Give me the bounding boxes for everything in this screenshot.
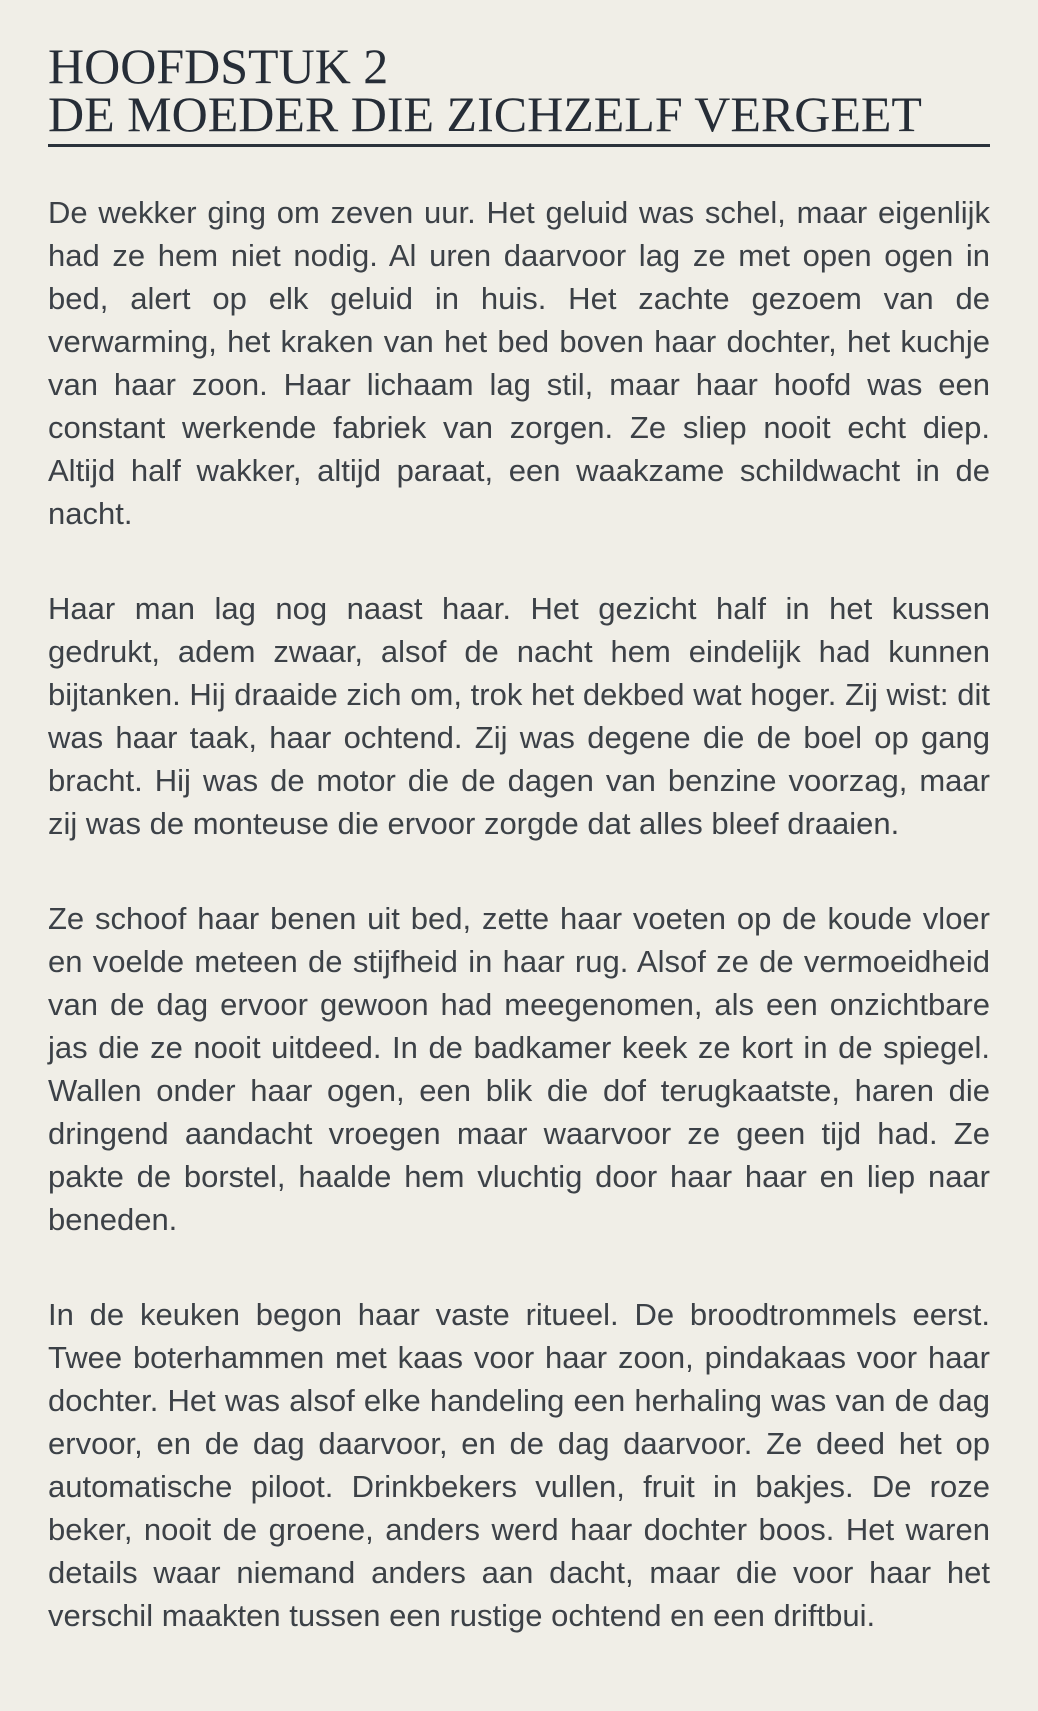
title-underline-rule: [48, 144, 990, 147]
chapter-header: [48, 38, 990, 147]
paragraph-3: Ze schoof haar benen uit bed, zette haar voeten op de koude vloer en voelde meteen de stijfheid in haar rug. Alsof ze de vermoeidheid van de dag ervoor gewoon had meegenomen, als een onzichtbare jas die ze nooit uitdeed. In de badkamer keek ze kort in de spiegel. Wallen onder haar ogen, een blik die dof terugkaatste, haren die dringend aandacht vroegen maar waarvoor ze geen tijd had. Ze pakte de borstel, haalde hem vluchtig door haar haar en liep naar beneden.: [48, 901, 990, 1237]
paragraph-4: In de keuken begon haar vaste ritueel. De broodtrommels eerst. Twee boterhammen met kaas voor haar zoon, pindakaas voor haar dochter. Het was alsof elke handeling een herhaling was van de dag ervoor, en de dag daarvoor, en de dag daarvoor. Ze deed het op automatische piloot. Drinkbekers vullen, fruit in bakjes. De roze beker, nooit de groene, anders werd haar dochter boos. Het waren details waar niemand anders aan dacht, maar die voor haar het verschil maakten tussen een rustige ochtend en een driftbui.: [48, 1297, 990, 1633]
chapter-heading: [48, 38, 990, 142]
chapter-body: [48, 191, 990, 1637]
paragraph-1: De wekker ging om zeven uur. Het geluid was schel, maar eigenlijk had ze hem niet nodig. Al uren daarvoor lag ze met open ogen in bed, alert op elk geluid in huis. Het zachte gezoem van de verwarming, het kraken van het bed boven haar dochter, het kuchje van haar zoon. Haar lichaam lag stil, maar haar hoofd was een constant werkende fabriek van zorgen. Ze sliep nooit echt diep. Altijd half wakker, altijd paraat, een waakzame schildwacht in de nacht.: [48, 195, 990, 531]
chapter-number: HOOFDSTUK 2: [48, 38, 389, 94]
chapter-title: DE MOEDER DIE ZICHZELF VERGEET: [48, 86, 922, 142]
paragraph-2: Haar man lag nog naast haar. Het gezicht half in het kussen gedrukt, adem zwaar, alsof de nacht hem eindelijk had kunnen bijtanken. Hij draaide zich om, trok het dekbed wat hoger. Zij wist: dit was haar taak, haar ochtend. Zij was degene die de boel op gang bracht. Hij was de motor die de dagen van benzine voorzag, maar zij was de monteuse die ervoor zorgde dat alles bleef draaien.: [48, 591, 990, 841]
